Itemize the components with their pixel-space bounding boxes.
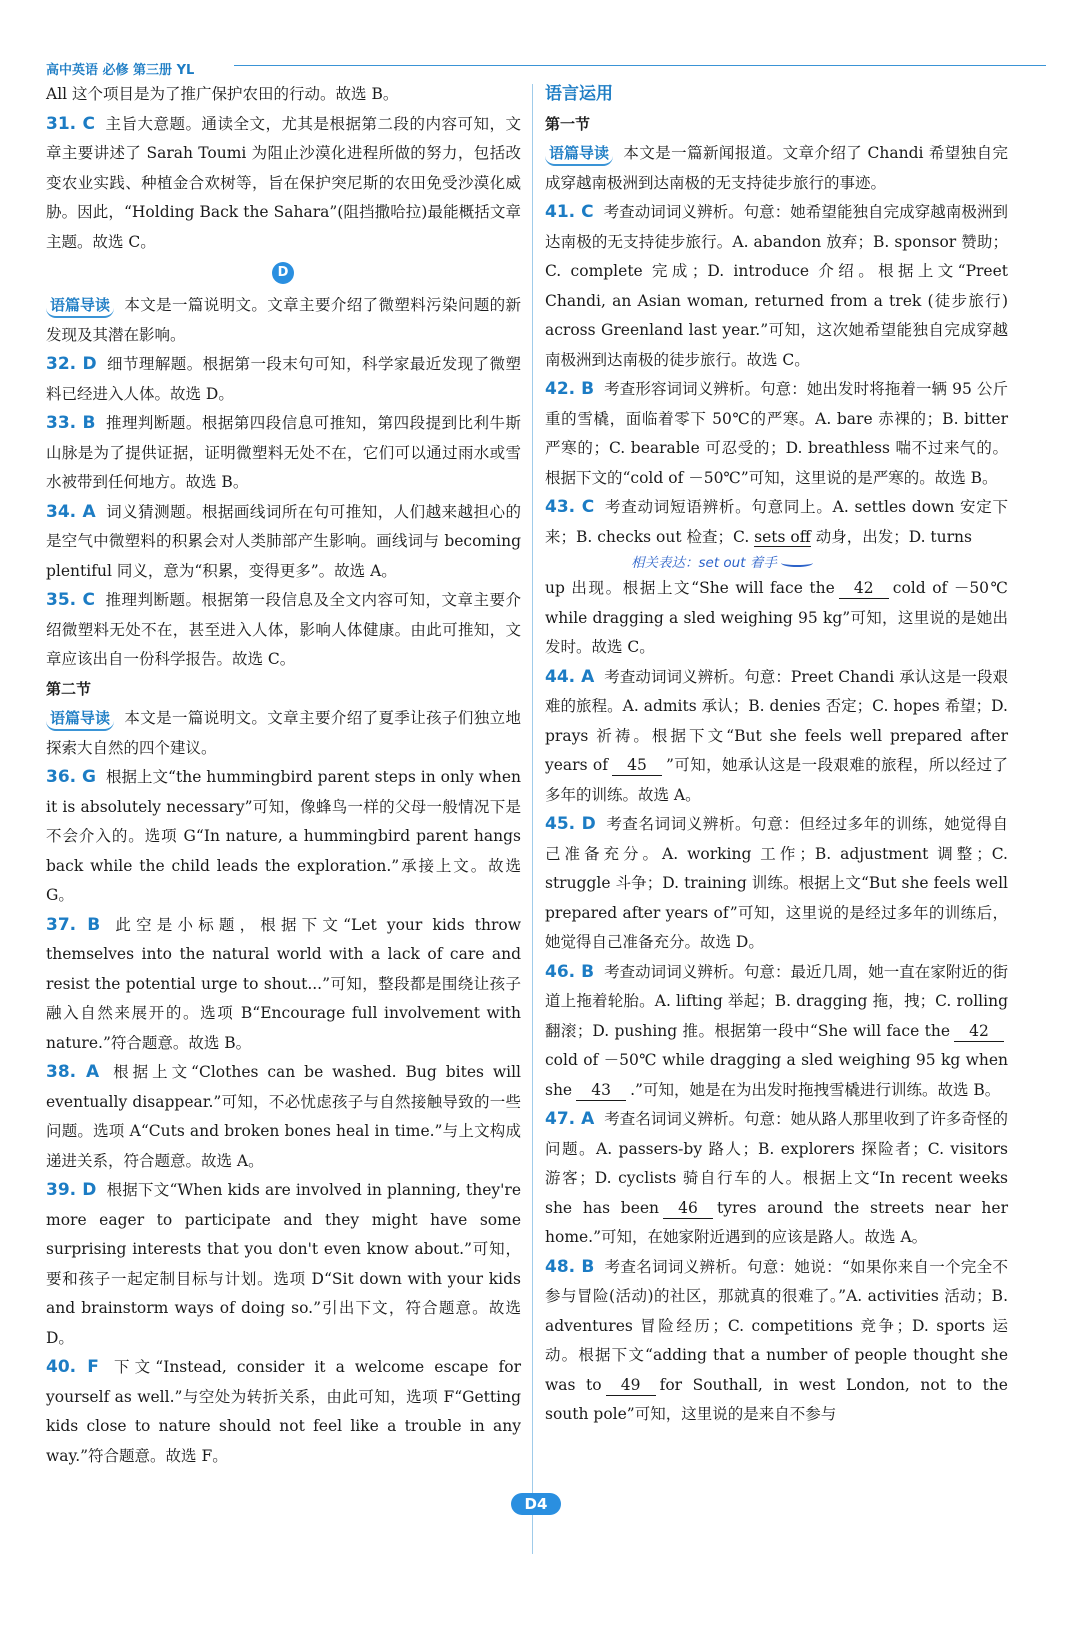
answer-48 [545, 1253, 1008, 1430]
section-1-heading: 第一节 [545, 114, 591, 133]
blank-43: 43 [576, 1080, 626, 1101]
answer-41 [545, 198, 1008, 375]
answer-38 [46, 1058, 521, 1176]
answer-number: 35. C [46, 590, 96, 610]
answer-42 [545, 375, 1008, 493]
wavy-underline [781, 559, 813, 567]
answer-33 [46, 409, 521, 498]
answer-40 [46, 1353, 521, 1471]
answer-text: 根据上文“Clothes can be washed. Bug bites will eventually disappear.”可知，不必忧虑孩子与自然接触导致的一些问题。选项 A“Cuts and broken bones heal in time.”与上文构成递进关系，符合题意。故选 A。 [46, 1063, 521, 1170]
answer-43-cont [545, 574, 1008, 663]
answer-number: 42. B [545, 379, 595, 399]
answer-text: .”可知，她是在为出发时拖拽雪橇进行训练。故选 B。 [630, 1080, 1001, 1099]
answer-text: 考查动词短语辨析。句意同上。A. settles down 安定下来；B. checks out 检查；C. [545, 498, 1009, 546]
handwritten-note [545, 552, 1008, 574]
answer-47 [545, 1105, 1008, 1253]
answer-43 [545, 493, 1008, 552]
answer-text: 根据下文“When kids are involved in planning, they're more eager to participate and they might have some surprising interests that you don't even know about.”可知，要和孩子一起定制目标与计划。选项 D“Sit down with your kids and brainstorm ways of doing so.”引出下文，符合题意。故选 D。 [46, 1181, 521, 1347]
blank-42: 42 [954, 1021, 1004, 1042]
guide-text: 本文是一篇新闻报道。文章介绍了 Chandi 希望独自完成穿越南极洲到达南极的无支持徒步旅行的事迹。 [545, 144, 1008, 192]
answer-text: 根据上文“the hummingbird parent steps in only when it is absolutely necessary”可知，像蜂鸟一样的父母一般情况下是不会介入的。选项 G“In nature, a hummingbird parent hangs back while the child leads the exploration.”承接上文。故选 G。 [46, 768, 521, 904]
answer-number: 33. B [46, 413, 96, 433]
passage-d-badge: D [272, 262, 294, 284]
answer-45 [545, 810, 1008, 958]
left-column [46, 80, 521, 1471]
answer-number: 47. A [545, 1109, 595, 1129]
running-header [46, 56, 1046, 76]
passage-marker [46, 257, 521, 291]
answer-text: 考查名词词义辨析。句意：她说：“如果你来自一个完全不参与冒险(活动)的社区，那就真的很难了。”A. activities 活动；B. adventures 冒险经历；C. competitions 竞争；D. sports 运动。根据下文“adding that a number of people thought she was to [545, 1257, 1008, 1394]
guide-d [46, 291, 521, 350]
answer-number: 39. D [46, 1180, 97, 1200]
blank-49: 49 [606, 1375, 656, 1396]
page-number-badge: D4 [511, 1493, 561, 1515]
answer-number: 40. F [46, 1357, 99, 1377]
right-column [545, 80, 1008, 1430]
answer-text: 考查动词词义辨析。句意：最近几周，她一直在家附近的街道上拖着轮胎。A. lifting 举起；B. dragging 拖，拽；C. rolling 翻滚；D. pushing 推。根据第一段中“She will face the [545, 962, 1008, 1040]
answer-number: 34. A [46, 501, 96, 522]
header-title: 高中英语 必修 第三册 YL [46, 63, 195, 78]
answer-number: 45. D [545, 814, 596, 834]
answer-number: 48. B [545, 1256, 595, 1277]
guide-language-use [545, 139, 1008, 198]
section-2-heading: 第二节 [46, 679, 92, 698]
answer-text: 考查名词词义辨析。句意：但经过多年的训练，她觉得自己准备充分。A. working 工作；B. adjustment 调整；C. struggle 斗争；D. training 训练。根据上文“But she feels well prepared after years of”可知，这里说的是经过多年的训练后，她觉得自己准备充分。故选 D。 [545, 815, 1008, 951]
intro-line: All 这个项目是为了推广保护农田的行动。故选 B。 [46, 85, 399, 103]
answer-text: up 出现。根据上文“She will face the [545, 579, 835, 597]
answer-text: 动身，出发；D. turns [810, 527, 972, 546]
answer-39 [46, 1176, 521, 1353]
answer-number: 41. C [545, 202, 594, 222]
answer-text: 主旨大意题。通读全文，尤其是根据第二段的内容可知，文章主要讲述了 Sarah Toumi 为阻止沙漠化进程所做的努力，包括改变农业实践、种植金合欢树等，旨在保护突尼斯的农田免受沙漠化威胁。因此，“Holding Back the Sahara”(阻挡撒哈拉)最能概括文章主题。故选 C。 [46, 114, 521, 251]
column-divider [532, 84, 533, 1554]
answer-text: 细节理解题。根据第一段末句可知，科学家最近发现了微塑料已经进入人体。故选 D。 [46, 355, 521, 403]
answer-text: 推理判断题。根据第四段信息可推知，第四段提到比利牛斯山脉是为了提供证据，证明微塑料无处不在，它们可以通过雨水或雪水被带到任何地方。故选 B。 [46, 414, 521, 491]
answer-text: cold of －50℃ while dragging a sled weighing 95 kg when she [545, 1051, 1008, 1099]
answer-34 [46, 498, 521, 587]
answer-text: 推理判断题。根据第一段信息及全文内容可知，文章主要介绍微塑料无处不在，甚至进入人体，影响人体健康。由此可推知，文章应该出自一份科学报告。故选 C。 [46, 591, 521, 668]
answer-number: 37. B [46, 914, 101, 935]
blank-46: 46 [663, 1198, 713, 1219]
guide-label: 语篇导读 [46, 294, 114, 318]
header-rule [234, 65, 1046, 66]
answer-37 [46, 911, 521, 1059]
answer-text: 考查名词词义辨析。句意：她从路人那里收到了许多奇怪的问题。A. passers-by 路人；B. explorers 探险者；C. visitors 游客；D. cyclists 骑自行车的人。根据上文“In recent weeks she has been [545, 1110, 1008, 1217]
answer-46 [545, 958, 1008, 1106]
answer-text: 词义猜测题。根据画线词所在句可推知，人们越来越担心的是空气中微塑料的积累会对人类肺部产生影响。画线词与 becoming plentiful 同义，意为“积累，变得更多”。故选 A。 [46, 502, 521, 580]
answer-text: 考查形容词词义辨析。句意：她出发时将拖着一辆 95 公斤重的雪橇，面临着零下 50℃的严寒。A. bare 赤裸的；B. bitter 严寒的；C. bearable 可忍受的；D. breathless 喘不过来气的。根据下文的“cold of －50℃”可知，这里说的是严寒的。故选 B。 [545, 380, 1008, 487]
answer-text: tyres around the streets near her home.”可知，在她家附近遇到的应该是路人。故选 A。 [545, 1198, 1008, 1246]
answer-number: 44. A [545, 666, 595, 687]
note-text: 相关表达：set out 着手 [631, 555, 777, 571]
answer-text: for Southall, in west London, not to the south pole”可知，这里说的是来自不参与 [545, 1375, 1008, 1423]
answer-number: 46. B [545, 961, 595, 982]
answer-number: 31. C [46, 113, 96, 134]
guide-label: 语篇导读 [46, 707, 114, 731]
answer-number: 38. A [46, 1062, 100, 1082]
guide-text: 本文是一篇说明文。文章主要介绍了微塑料污染问题的新发现及其潜在影响。 [46, 296, 521, 344]
answer-31 [46, 110, 521, 258]
answer-text: cold of －50℃ while dragging a sled weighing 95 kg”可知，这里说的是她出发时。故选 C。 [545, 579, 1008, 656]
language-use-title: 语言运用 [545, 84, 613, 104]
answer-text: 考查动词词义辨析。句意：她希望能独自完成穿越南极洲到达南极的无支持徒步旅行。A. abandon 放弃；B. sponsor 赞助；C. complete 完成；D. introduce 介绍。根据上文“Preet Chandi, an Asian woman, returned from a trek (徒步旅行) across Greenland last year.”可知，这次她希望能独自完成穿越南极洲到达南极的徒步旅行。故选 C。 [545, 203, 1008, 369]
answer-text: 考查动词词义辨析。句意：Preet Chandi 承认这是一段艰难的旅程。A. admits 承认；B. denies 否定；C. hopes 希望；D. prays 祈祷。根据下文“But she feels well prepared after years of [545, 667, 1008, 774]
answer-number: 43. C [545, 497, 595, 517]
answer-36 [46, 763, 521, 911]
answer-number: 32. D [46, 354, 97, 374]
answer-44 [545, 663, 1008, 811]
answer-35 [46, 586, 521, 675]
answer-text: ”可知，她承认这是一段艰难的旅程，所以经过了多年的训练。故选 A。 [545, 756, 1008, 804]
answer-text: 此空是小标题，根据下文“Let your kids throw themselves into the natural world with a lack of care and resist the potential urge to shout...”可知，整段都是围绕让孩子融入自然来展开的。选项 B“Encourage full involvement with nature.”符合题意。故选 B。 [46, 915, 522, 1052]
blank-42: 42 [839, 578, 889, 599]
guide-text: 本文是一篇说明文。文章主要介绍了夏季让孩子们独立地探索大自然的四个建议。 [46, 709, 521, 757]
answer-32 [46, 350, 521, 409]
answer-text: 下文“Instead, consider it a welcome escape for yourself as well.”与空处为转折关系，由此可知，选项 F“Getting kids close to nature should not feel like a trouble in any way.”符合题意。故选 F。 [46, 1358, 521, 1465]
underlined-phrase: sets off [754, 527, 811, 546]
answer-number: 36. G [46, 767, 96, 787]
blank-45: 45 [612, 755, 662, 776]
guide-label: 语篇导读 [545, 142, 613, 166]
guide-section-2 [46, 704, 521, 763]
